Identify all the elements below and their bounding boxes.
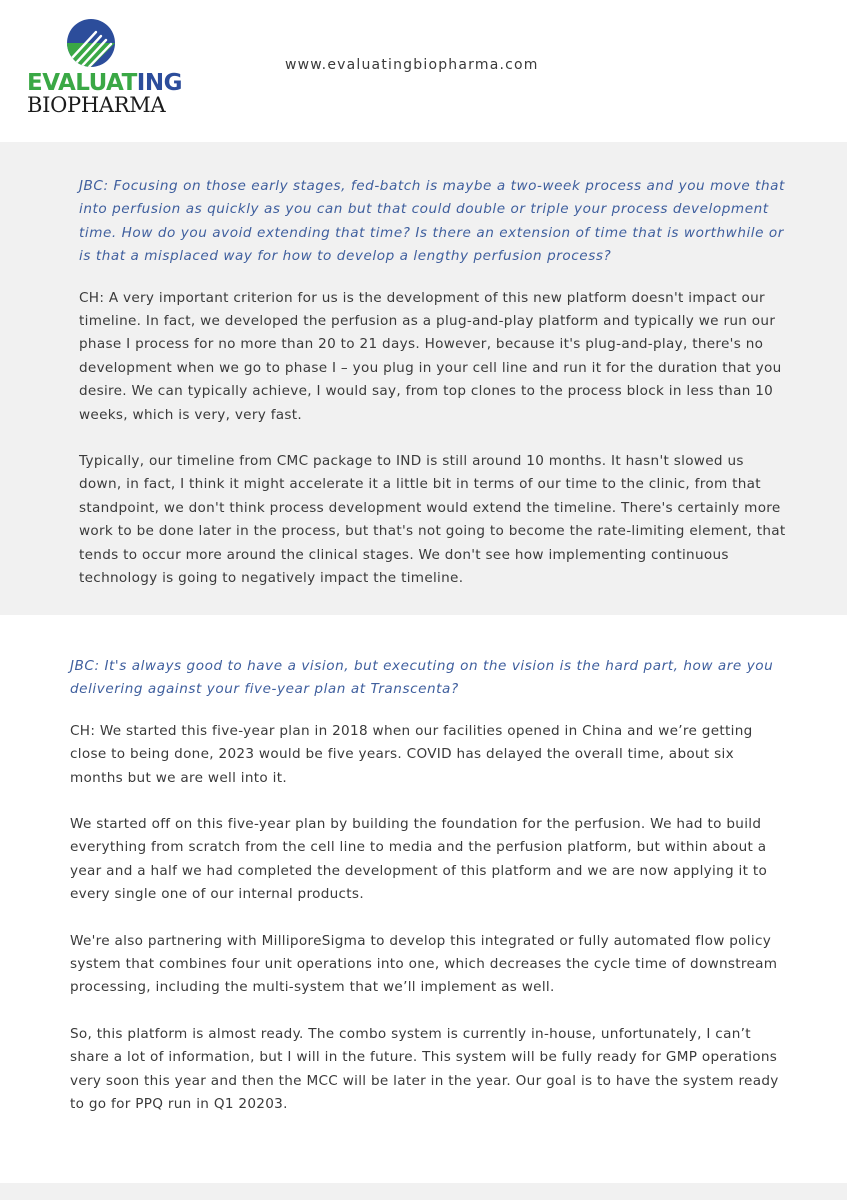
interview-answer-paragraph: CH: A very important criterion for us is the development of this new platform doesn't impact our timeline. In fact, we developed the perfusion as a plug-and-play platform and typically we run our phase I process for no more than 20 to 21 days. However, because it's plug-and-play, there's no development when we go to phase I – you plug in your cell line and run it for the duration that you desire. We can typically achieve, I would say, from top clones to the process block in less than 10 weeks, which is very, very fast. — [79, 289, 782, 423]
interview-answer-paragraph: CH: We started this five-year plan in 2018 when our facilities opened in China and we’re getting close to being done, 2023 would be five years. COVID has delayed the overall time, about six months but we are well into it. — [70, 722, 753, 786]
interview-answer-paragraph: We started off on this five-year plan by building the foundation for the perfusion. We had to build everything from scratch from the cell line to media and the perfusion platform, but within about a year and a half we had completed the development of this platform and we are now applying it to every single one of our internal products. — [70, 816, 768, 903]
interview-question: JBC: It's always good to have a vision, but executing on the vision is the hard part, how are you delivering against your five-year plan at Transcenta? — [70, 658, 774, 698]
logo-word-evaluat: EVALUAT — [27, 70, 137, 96]
interview-answer-paragraph: We're also partnering with MilliporeSigma to develop this integrated or fully automated flow policy system that combines four unit operations into one, which decreases the cycle time of downstream processing, including the multi-system that we’ll implement as well. — [70, 932, 778, 996]
logo-mark-icon — [66, 18, 116, 68]
interview-answer-paragraph: So, this platform is almost ready. The combo system is currently in-house, unfortunately, I can’t share a lot of information, but I will in the future. This system will be fully ready for GMP operations very soon this year and then the MCC will be later in the year. Our goal is to have the system ready to go for PPQ run in Q1 20203. — [70, 1025, 779, 1113]
interview-answer-paragraph: Typically, our timeline from CMC package to IND is still around 10 months. It hasn't slowed us down, in fact, I think it might accelerate it a little bit in terms of our time to the clinic, from that standpoint, we don't think process development would extend the timeline. There's certainly more work to be done later in the process, but that's not going to become the rate-limiting element, that tends to occur more around the clinical stages. We don't see how implementing continuous technology is going to negatively impact the timeline. — [79, 453, 786, 587]
interview-section-1 — [0, 142, 847, 615]
logo-wordmark-line2: BIOPHARMA — [27, 93, 166, 117]
page-footer-band — [0, 1183, 847, 1200]
site-url[interactable]: www.evaluatingbiopharma.com — [285, 57, 539, 73]
evaluating-biopharma-logo[interactable] — [27, 16, 182, 120]
section-1-content — [79, 175, 787, 591]
logo-word-ing: ING — [136, 70, 182, 96]
page-header — [0, 0, 847, 142]
interview-question: JBC: Focusing on those early stages, fed-batch is maybe a two-week process and you move that into perfusion as quickly as you can but that could double or triple your process development time. How do you avoid extending that time? Is there an extension of time that is worthwhile or is that a misplaced way for how to develop a lengthy perfusion process? — [79, 178, 785, 265]
interview-section-2 — [70, 655, 782, 1117]
